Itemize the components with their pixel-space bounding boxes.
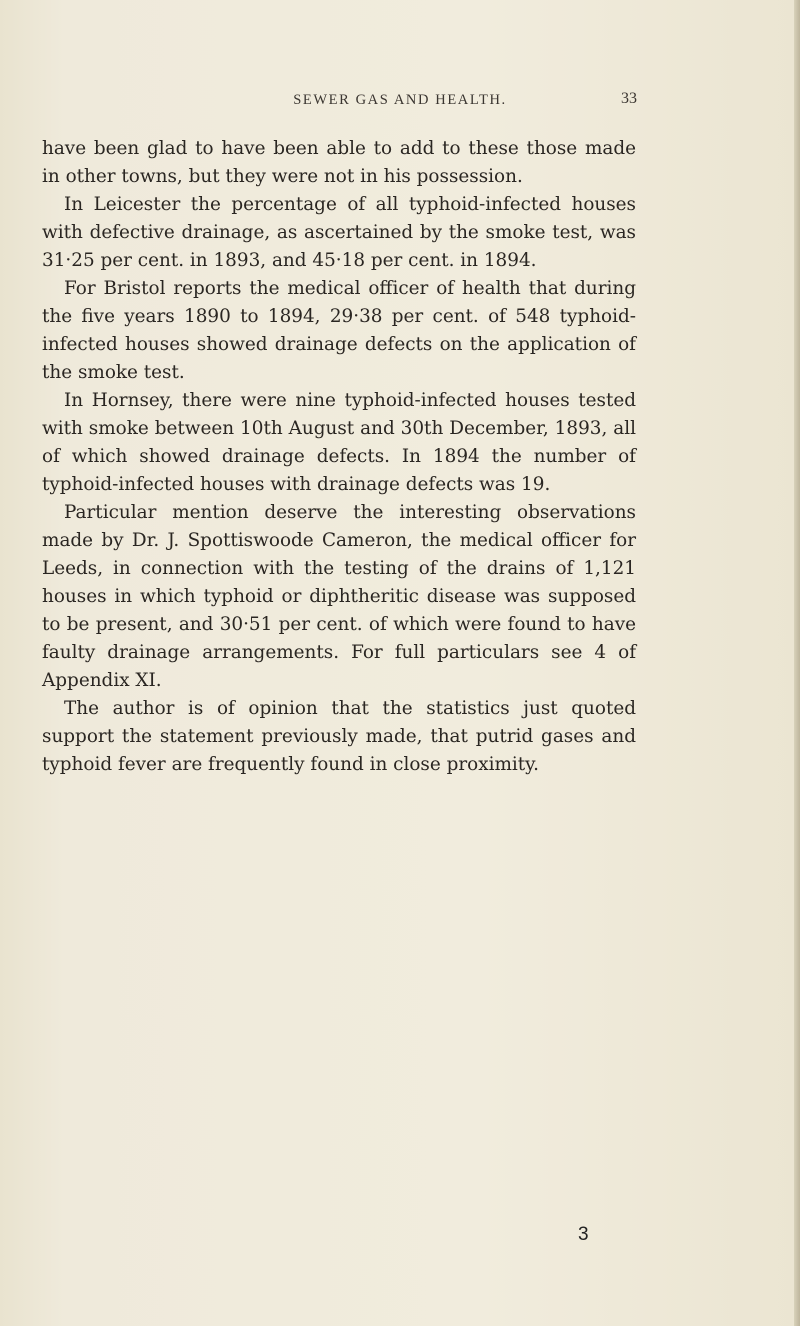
paragraph: The author is of opinion that the statistics just quoted support the statement previously made, that putrid gases and typhoid fever are frequently found in close proximity. <box>42 698 636 775</box>
paragraph: In Hornsey, there were nine typhoid-infected houses tested with smoke between 10th August and 30th December, 1893, all of which showed drainage defects. In 1894 the number of typhoid-infected houses with drainage defects was 19. <box>42 390 636 495</box>
body-text <box>42 135 636 779</box>
paragraph: In Leicester the percentage of all typhoid-infected houses with defective drainage, as ascertained by the smoke test, was 31·25 per cent. in 1893, and 45·18 per cent. in 1894. <box>42 194 636 271</box>
paragraph: Particular mention deserve the interesting observations made by Dr. J. Spottiswoode Cameron, the medical officer for Leeds, in connection with the testing of the drains of 1,121 houses in which typhoid or diphtheritic disease was supposed to be present, and 30·51 per cent. of which were found to have faulty drainage arrangements. For full particulars see 4 of Appendix XI. <box>42 502 636 691</box>
page-number: 33 <box>621 90 637 107</box>
signature-mark: 3 <box>578 1224 589 1245</box>
running-title: SEWER GAS AND HEALTH. <box>293 92 507 108</box>
page-edge <box>794 0 800 1326</box>
paragraph: For Bristol reports the medical officer of health that during the five years 1890 to 1894, 29·38 per cent. of 548 typhoid-infected houses showed drainage defects on the application of the smoke test. <box>42 278 636 383</box>
paragraph: have been glad to have been able to add to these those made in other towns, but they were not in his possession. <box>42 138 636 187</box>
